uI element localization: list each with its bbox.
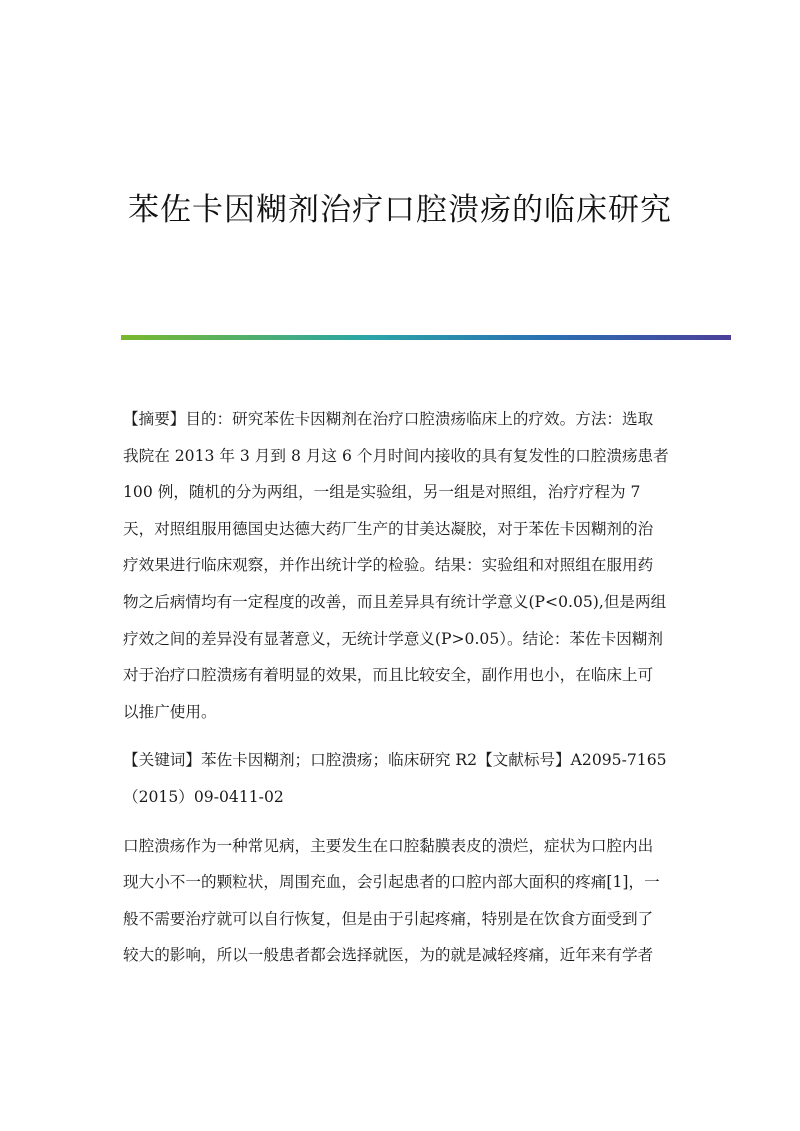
abstract-paragraph xyxy=(123,401,683,730)
title-divider xyxy=(121,335,731,340)
keywords-paragraph xyxy=(123,742,683,815)
body-text xyxy=(123,401,683,974)
introduction-line: 较大的影响，所以一般患者都会选择就医，为的就是减轻疼痛，近年来有学者 xyxy=(123,946,654,965)
abstract-line: 【摘要】目的：研究苯佐卡因糊剂在治疗口腔溃疡临床上的疗效。方法：选取 xyxy=(123,410,654,428)
introduction-line: 口腔溃疡作为一种常见病，主要发生在口腔黏膜表皮的溃烂，症状为口腔内出 xyxy=(123,836,654,855)
abstract-line: 我院在 2013 年 3 月到 8 月这 6 个月时间内接收的具有复发性的口腔溃疡患者 xyxy=(123,446,669,465)
introduction-paragraph xyxy=(123,828,683,974)
introduction-line: 现大小不一的颗粒状，周围充血，会引起患者的口腔内部大面积的疼痛[1]，一 xyxy=(123,873,660,892)
keywords-line: 【关键词】苯佐卡因糊剂；口腔溃疡；临床研究 R2【文献标号】A2095-7165 xyxy=(123,751,667,770)
abstract-line: 物之后病情均有一定程度的改善，而且差异具有统计学意义(P<0.05),但是两组 xyxy=(123,592,667,611)
keywords-line: （2015）09-0411-02 xyxy=(123,787,284,806)
abstract-line: 对于治疗口腔溃疡有着明显的效果，而且比较安全，副作用也小，在临床上可 xyxy=(123,666,654,685)
abstract-line: 以推广使用。 xyxy=(123,702,217,721)
abstract-line: 疗效之间的差异没有显著意义，无统计学意义(P>0.05）。结论：苯佐卡因糊剂 xyxy=(123,629,663,648)
introduction-line: 般不需要治疗就可以自行恢复，但是由于引起疼痛，特别是在饮食方面受到了 xyxy=(123,909,654,928)
abstract-line: 100 例，随机的分为两组，一组是实验组，另一组是对照组，治疗疗程为 7 xyxy=(123,483,641,502)
paper-title: 苯佐卡因糊剂治疗口腔溃疡的临床研究 xyxy=(128,192,672,228)
abstract-line: 疗效果进行临床观察，并作出统计学的检验。结果：实验组和对照组在服用药 xyxy=(123,556,654,575)
abstract-line: 天，对照组服用德国史达德大药厂生产的甘美达凝胶，对于苯佐卡因糊剂的治 xyxy=(123,519,654,538)
